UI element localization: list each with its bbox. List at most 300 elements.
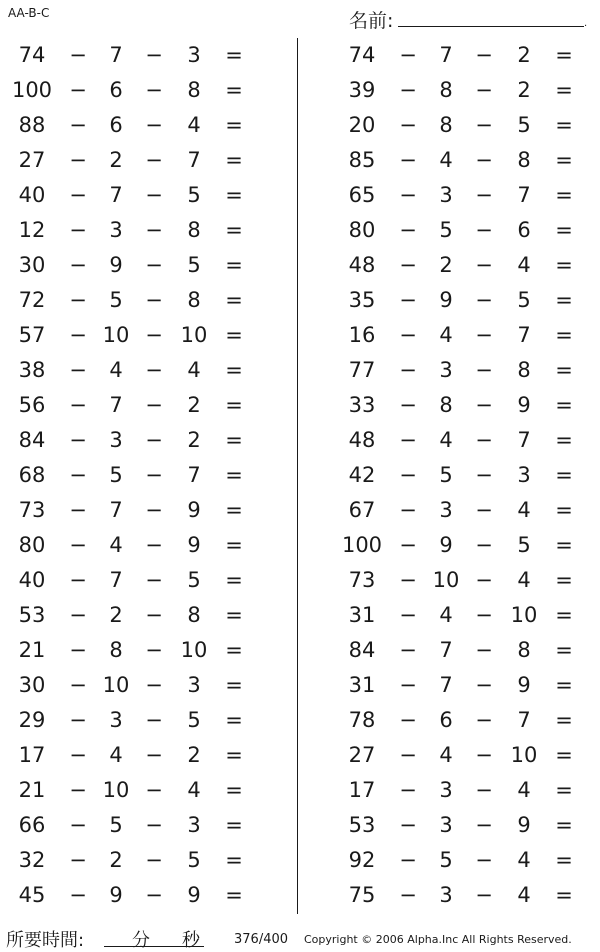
minus-sign: − bbox=[69, 323, 87, 347]
second-operand: 7 bbox=[439, 43, 453, 67]
second-operand: 6 bbox=[109, 113, 123, 137]
minus-sign: − bbox=[475, 533, 493, 557]
equals-sign: = bbox=[555, 568, 573, 592]
minus-sign: − bbox=[399, 183, 417, 207]
third-operand: 8 bbox=[187, 78, 201, 102]
problem-row bbox=[0, 423, 280, 458]
minus-sign: − bbox=[145, 148, 163, 172]
equals-sign: = bbox=[555, 183, 573, 207]
second-operand: 4 bbox=[109, 358, 123, 382]
minus-sign: − bbox=[475, 708, 493, 732]
second-operand: 7 bbox=[109, 183, 123, 207]
third-operand: 9 bbox=[517, 813, 531, 837]
third-operand: 7 bbox=[517, 183, 531, 207]
minus-sign: − bbox=[475, 253, 493, 277]
minus-sign: − bbox=[399, 358, 417, 382]
second-operand: 6 bbox=[109, 78, 123, 102]
minus-sign: − bbox=[69, 778, 87, 802]
first-operand: 77 bbox=[348, 358, 376, 382]
first-operand: 80 bbox=[18, 533, 46, 557]
first-operand: 72 bbox=[18, 288, 46, 312]
first-operand: 38 bbox=[18, 358, 46, 382]
equals-sign: = bbox=[225, 638, 243, 662]
seconds-label: 秒 bbox=[182, 930, 200, 951]
equals-sign: = bbox=[555, 498, 573, 522]
first-operand: 27 bbox=[18, 148, 46, 172]
minus-sign: − bbox=[475, 358, 493, 382]
third-operand: 5 bbox=[187, 848, 201, 872]
minus-sign: − bbox=[399, 813, 417, 837]
third-operand: 5 bbox=[187, 253, 201, 277]
second-operand: 2 bbox=[109, 148, 123, 172]
minus-sign: − bbox=[399, 743, 417, 767]
minus-sign: − bbox=[475, 323, 493, 347]
minus-sign: − bbox=[475, 113, 493, 137]
minus-sign: − bbox=[399, 883, 417, 907]
equals-sign: = bbox=[555, 883, 573, 907]
first-operand: 48 bbox=[348, 253, 376, 277]
problem-row bbox=[0, 738, 280, 773]
first-operand: 84 bbox=[348, 638, 376, 662]
problem-row bbox=[330, 598, 600, 633]
minus-sign: − bbox=[69, 638, 87, 662]
minus-sign: − bbox=[475, 428, 493, 452]
minus-sign: − bbox=[145, 218, 163, 242]
column-divider bbox=[297, 38, 298, 914]
minus-sign: − bbox=[399, 148, 417, 172]
problem-row bbox=[330, 528, 600, 563]
second-operand: 7 bbox=[109, 498, 123, 522]
first-operand: 12 bbox=[18, 218, 46, 242]
minus-sign: − bbox=[399, 848, 417, 872]
problem-row bbox=[0, 878, 280, 913]
problem-row bbox=[330, 458, 600, 493]
minus-sign: − bbox=[399, 463, 417, 487]
third-operand: 5 bbox=[187, 708, 201, 732]
equals-sign: = bbox=[555, 743, 573, 767]
minus-sign: − bbox=[475, 463, 493, 487]
minus-sign: − bbox=[69, 673, 87, 697]
second-operand: 10 bbox=[102, 323, 130, 347]
footer bbox=[0, 922, 600, 952]
first-operand: 65 bbox=[348, 183, 376, 207]
problem-row bbox=[330, 108, 600, 143]
minus-sign: − bbox=[399, 603, 417, 627]
second-operand: 7 bbox=[109, 43, 123, 67]
problem-row bbox=[330, 73, 600, 108]
equals-sign: = bbox=[225, 533, 243, 557]
minus-sign: − bbox=[475, 288, 493, 312]
third-operand: 4 bbox=[517, 848, 531, 872]
equals-sign: = bbox=[555, 603, 573, 627]
first-operand: 29 bbox=[18, 708, 46, 732]
minus-sign: − bbox=[145, 638, 163, 662]
copyright-notice: Copyright © 2006 Alpha.Inc All Rights Reserved. bbox=[304, 933, 572, 946]
page-number: 376/400 bbox=[234, 932, 289, 947]
third-operand: 3 bbox=[187, 813, 201, 837]
problem-row bbox=[0, 388, 280, 423]
equals-sign: = bbox=[225, 463, 243, 487]
second-operand: 8 bbox=[109, 638, 123, 662]
first-operand: 73 bbox=[348, 568, 376, 592]
equals-sign: = bbox=[555, 218, 573, 242]
third-operand: 3 bbox=[517, 463, 531, 487]
equals-sign: = bbox=[555, 393, 573, 417]
problem-row bbox=[330, 808, 600, 843]
equals-sign: = bbox=[555, 638, 573, 662]
minus-sign: − bbox=[475, 778, 493, 802]
equals-sign: = bbox=[555, 428, 573, 452]
problem-row bbox=[0, 458, 280, 493]
second-operand: 3 bbox=[439, 813, 453, 837]
minus-sign: − bbox=[69, 218, 87, 242]
minus-sign: − bbox=[69, 498, 87, 522]
minus-sign: − bbox=[399, 43, 417, 67]
third-operand: 4 bbox=[187, 113, 201, 137]
minus-sign: − bbox=[145, 253, 163, 277]
minus-sign: − bbox=[145, 743, 163, 767]
third-operand: 8 bbox=[517, 148, 531, 172]
minus-sign: − bbox=[475, 883, 493, 907]
equals-sign: = bbox=[225, 708, 243, 732]
minus-sign: − bbox=[145, 113, 163, 137]
first-operand: 30 bbox=[18, 253, 46, 277]
problem-row bbox=[330, 423, 600, 458]
minus-sign: − bbox=[475, 43, 493, 67]
first-operand: 32 bbox=[18, 848, 46, 872]
second-operand: 3 bbox=[109, 218, 123, 242]
second-operand: 7 bbox=[109, 568, 123, 592]
minus-sign: − bbox=[399, 778, 417, 802]
second-operand: 2 bbox=[109, 848, 123, 872]
problem-row bbox=[330, 283, 600, 318]
second-operand: 4 bbox=[439, 743, 453, 767]
equals-sign: = bbox=[555, 323, 573, 347]
first-operand: 21 bbox=[18, 778, 46, 802]
problem-row bbox=[0, 108, 280, 143]
first-operand: 53 bbox=[348, 813, 376, 837]
minus-sign: − bbox=[69, 113, 87, 137]
equals-sign: = bbox=[555, 288, 573, 312]
equals-sign: = bbox=[225, 253, 243, 277]
minus-sign: − bbox=[475, 638, 493, 662]
equals-sign: = bbox=[225, 78, 243, 102]
problem-row bbox=[0, 633, 280, 668]
problem-row bbox=[330, 668, 600, 703]
minus-sign: − bbox=[399, 568, 417, 592]
worksheet-code: AA-B-C bbox=[8, 6, 50, 20]
problem-row bbox=[330, 493, 600, 528]
equals-sign: = bbox=[555, 43, 573, 67]
third-operand: 2 bbox=[187, 743, 201, 767]
equals-sign: = bbox=[555, 708, 573, 732]
problem-row bbox=[0, 178, 280, 213]
third-operand: 10 bbox=[180, 638, 208, 662]
minus-sign: − bbox=[69, 568, 87, 592]
second-operand: 9 bbox=[109, 883, 123, 907]
second-operand: 8 bbox=[439, 393, 453, 417]
third-operand: 10 bbox=[510, 743, 538, 767]
third-operand: 4 bbox=[187, 358, 201, 382]
problem-row bbox=[330, 388, 600, 423]
second-operand: 3 bbox=[439, 883, 453, 907]
minus-sign: − bbox=[145, 883, 163, 907]
minus-sign: − bbox=[69, 428, 87, 452]
problem-row bbox=[0, 248, 280, 283]
minus-sign: − bbox=[145, 393, 163, 417]
third-operand: 9 bbox=[187, 533, 201, 557]
minus-sign: − bbox=[399, 253, 417, 277]
third-operand: 9 bbox=[187, 883, 201, 907]
second-operand: 4 bbox=[109, 743, 123, 767]
third-operand: 5 bbox=[187, 568, 201, 592]
first-operand: 84 bbox=[18, 428, 46, 452]
first-operand: 45 bbox=[18, 883, 46, 907]
first-operand: 74 bbox=[348, 43, 376, 67]
third-operand: 8 bbox=[187, 288, 201, 312]
equals-sign: = bbox=[225, 848, 243, 872]
second-operand: 3 bbox=[439, 183, 453, 207]
third-operand: 6 bbox=[517, 218, 531, 242]
first-operand: 53 bbox=[18, 603, 46, 627]
minus-sign: − bbox=[69, 463, 87, 487]
second-operand: 8 bbox=[439, 113, 453, 137]
first-operand: 80 bbox=[348, 218, 376, 242]
problem-row bbox=[0, 38, 280, 73]
third-operand: 9 bbox=[187, 498, 201, 522]
first-operand: 48 bbox=[348, 428, 376, 452]
minus-sign: − bbox=[69, 883, 87, 907]
equals-sign: = bbox=[225, 148, 243, 172]
problem-row bbox=[0, 598, 280, 633]
equals-sign: = bbox=[225, 778, 243, 802]
first-operand: 20 bbox=[348, 113, 376, 137]
third-operand: 4 bbox=[517, 568, 531, 592]
equals-sign: = bbox=[555, 813, 573, 837]
third-operand: 9 bbox=[517, 673, 531, 697]
third-operand: 7 bbox=[517, 708, 531, 732]
minus-sign: − bbox=[145, 288, 163, 312]
minus-sign: − bbox=[145, 533, 163, 557]
second-operand: 7 bbox=[109, 393, 123, 417]
minus-sign: − bbox=[475, 848, 493, 872]
minus-sign: − bbox=[69, 813, 87, 837]
minus-sign: − bbox=[399, 708, 417, 732]
second-operand: 2 bbox=[439, 253, 453, 277]
minus-sign: − bbox=[145, 463, 163, 487]
third-operand: 3 bbox=[187, 673, 201, 697]
right-problem-column bbox=[330, 38, 600, 913]
minus-sign: − bbox=[69, 288, 87, 312]
first-operand: 75 bbox=[348, 883, 376, 907]
first-operand: 35 bbox=[348, 288, 376, 312]
first-operand: 40 bbox=[18, 183, 46, 207]
second-operand: 9 bbox=[439, 288, 453, 312]
second-operand: 3 bbox=[109, 708, 123, 732]
equals-sign: = bbox=[555, 358, 573, 382]
minus-sign: − bbox=[145, 183, 163, 207]
equals-sign: = bbox=[555, 848, 573, 872]
second-operand: 5 bbox=[439, 463, 453, 487]
third-operand: 5 bbox=[517, 288, 531, 312]
third-operand: 7 bbox=[517, 428, 531, 452]
equals-sign: = bbox=[555, 778, 573, 802]
minus-sign: − bbox=[145, 848, 163, 872]
minus-sign: − bbox=[475, 603, 493, 627]
equals-sign: = bbox=[555, 113, 573, 137]
third-operand: 5 bbox=[517, 533, 531, 557]
problem-row bbox=[0, 283, 280, 318]
problem-row bbox=[330, 248, 600, 283]
problem-row bbox=[330, 213, 600, 248]
second-operand: 5 bbox=[109, 813, 123, 837]
second-operand: 4 bbox=[439, 428, 453, 452]
equals-sign: = bbox=[225, 43, 243, 67]
minus-sign: − bbox=[145, 813, 163, 837]
second-operand: 5 bbox=[109, 463, 123, 487]
second-operand: 4 bbox=[439, 323, 453, 347]
third-operand: 8 bbox=[517, 638, 531, 662]
first-operand: 88 bbox=[18, 113, 46, 137]
name-field-line[interactable] bbox=[398, 26, 584, 27]
problem-row bbox=[330, 773, 600, 808]
second-operand: 5 bbox=[109, 288, 123, 312]
equals-sign: = bbox=[225, 183, 243, 207]
equals-sign: = bbox=[555, 253, 573, 277]
third-operand: 3 bbox=[187, 43, 201, 67]
minus-sign: − bbox=[399, 323, 417, 347]
minus-sign: − bbox=[475, 148, 493, 172]
second-operand: 4 bbox=[439, 603, 453, 627]
third-operand: 10 bbox=[510, 603, 538, 627]
minus-sign: − bbox=[475, 743, 493, 767]
minus-sign: − bbox=[475, 218, 493, 242]
minus-sign: − bbox=[475, 393, 493, 417]
minus-sign: − bbox=[399, 218, 417, 242]
third-operand: 4 bbox=[517, 778, 531, 802]
second-operand: 10 bbox=[102, 673, 130, 697]
second-operand: 8 bbox=[439, 78, 453, 102]
second-operand: 3 bbox=[439, 358, 453, 382]
equals-sign: = bbox=[225, 428, 243, 452]
minus-sign: − bbox=[399, 113, 417, 137]
third-operand: 4 bbox=[517, 253, 531, 277]
second-operand: 6 bbox=[439, 708, 453, 732]
problem-row bbox=[330, 878, 600, 913]
third-operand: 2 bbox=[517, 43, 531, 67]
second-operand: 4 bbox=[439, 148, 453, 172]
minus-sign: − bbox=[399, 498, 417, 522]
minus-sign: − bbox=[145, 498, 163, 522]
first-operand: 67 bbox=[348, 498, 376, 522]
first-operand: 30 bbox=[18, 673, 46, 697]
first-operand: 68 bbox=[18, 463, 46, 487]
first-operand: 57 bbox=[18, 323, 46, 347]
first-operand: 42 bbox=[348, 463, 376, 487]
minus-sign: − bbox=[475, 673, 493, 697]
equals-sign: = bbox=[225, 743, 243, 767]
minus-sign: − bbox=[69, 253, 87, 277]
equals-sign: = bbox=[555, 673, 573, 697]
second-operand: 5 bbox=[439, 848, 453, 872]
minus-sign: − bbox=[145, 778, 163, 802]
problem-row bbox=[330, 703, 600, 738]
equals-sign: = bbox=[225, 113, 243, 137]
problem-row bbox=[0, 493, 280, 528]
equals-sign: = bbox=[225, 218, 243, 242]
third-operand: 4 bbox=[517, 883, 531, 907]
problem-row bbox=[0, 318, 280, 353]
second-operand: 4 bbox=[109, 533, 123, 557]
equals-sign: = bbox=[555, 78, 573, 102]
problem-row bbox=[330, 563, 600, 598]
problem-row bbox=[330, 843, 600, 878]
problem-row bbox=[330, 38, 600, 73]
third-operand: 5 bbox=[187, 183, 201, 207]
third-operand: 9 bbox=[517, 393, 531, 417]
minus-sign: − bbox=[69, 533, 87, 557]
problem-row bbox=[330, 738, 600, 773]
second-operand: 9 bbox=[439, 533, 453, 557]
first-operand: 66 bbox=[18, 813, 46, 837]
second-operand: 2 bbox=[109, 603, 123, 627]
equals-sign: = bbox=[555, 463, 573, 487]
problem-row bbox=[330, 633, 600, 668]
minus-sign: − bbox=[145, 323, 163, 347]
minus-sign: − bbox=[145, 603, 163, 627]
minutes-label: 分 bbox=[132, 930, 150, 951]
problem-row bbox=[0, 213, 280, 248]
problem-row bbox=[330, 318, 600, 353]
equals-sign: = bbox=[555, 533, 573, 557]
name-line-end-mark: . bbox=[584, 18, 588, 29]
third-operand: 10 bbox=[180, 323, 208, 347]
first-operand: 31 bbox=[348, 603, 376, 627]
first-operand: 100 bbox=[341, 533, 383, 557]
minus-sign: − bbox=[145, 358, 163, 382]
first-operand: 74 bbox=[18, 43, 46, 67]
third-operand: 7 bbox=[187, 148, 201, 172]
second-operand: 10 bbox=[102, 778, 130, 802]
minus-sign: − bbox=[145, 673, 163, 697]
second-operand: 7 bbox=[439, 638, 453, 662]
first-operand: 27 bbox=[348, 743, 376, 767]
minus-sign: − bbox=[69, 708, 87, 732]
minus-sign: − bbox=[69, 183, 87, 207]
equals-sign: = bbox=[225, 568, 243, 592]
problem-row bbox=[330, 143, 600, 178]
first-operand: 100 bbox=[11, 78, 53, 102]
minus-sign: − bbox=[145, 43, 163, 67]
problem-row bbox=[0, 703, 280, 738]
third-operand: 7 bbox=[517, 323, 531, 347]
first-operand: 17 bbox=[348, 778, 376, 802]
second-operand: 10 bbox=[432, 568, 460, 592]
first-operand: 73 bbox=[18, 498, 46, 522]
minus-sign: − bbox=[475, 813, 493, 837]
minus-sign: − bbox=[145, 568, 163, 592]
equals-sign: = bbox=[225, 673, 243, 697]
minus-sign: − bbox=[69, 358, 87, 382]
first-operand: 85 bbox=[348, 148, 376, 172]
minus-sign: − bbox=[69, 743, 87, 767]
minus-sign: − bbox=[69, 43, 87, 67]
second-operand: 9 bbox=[109, 253, 123, 277]
problem-row bbox=[0, 843, 280, 878]
minus-sign: − bbox=[399, 78, 417, 102]
equals-sign: = bbox=[225, 883, 243, 907]
minus-sign: − bbox=[145, 708, 163, 732]
